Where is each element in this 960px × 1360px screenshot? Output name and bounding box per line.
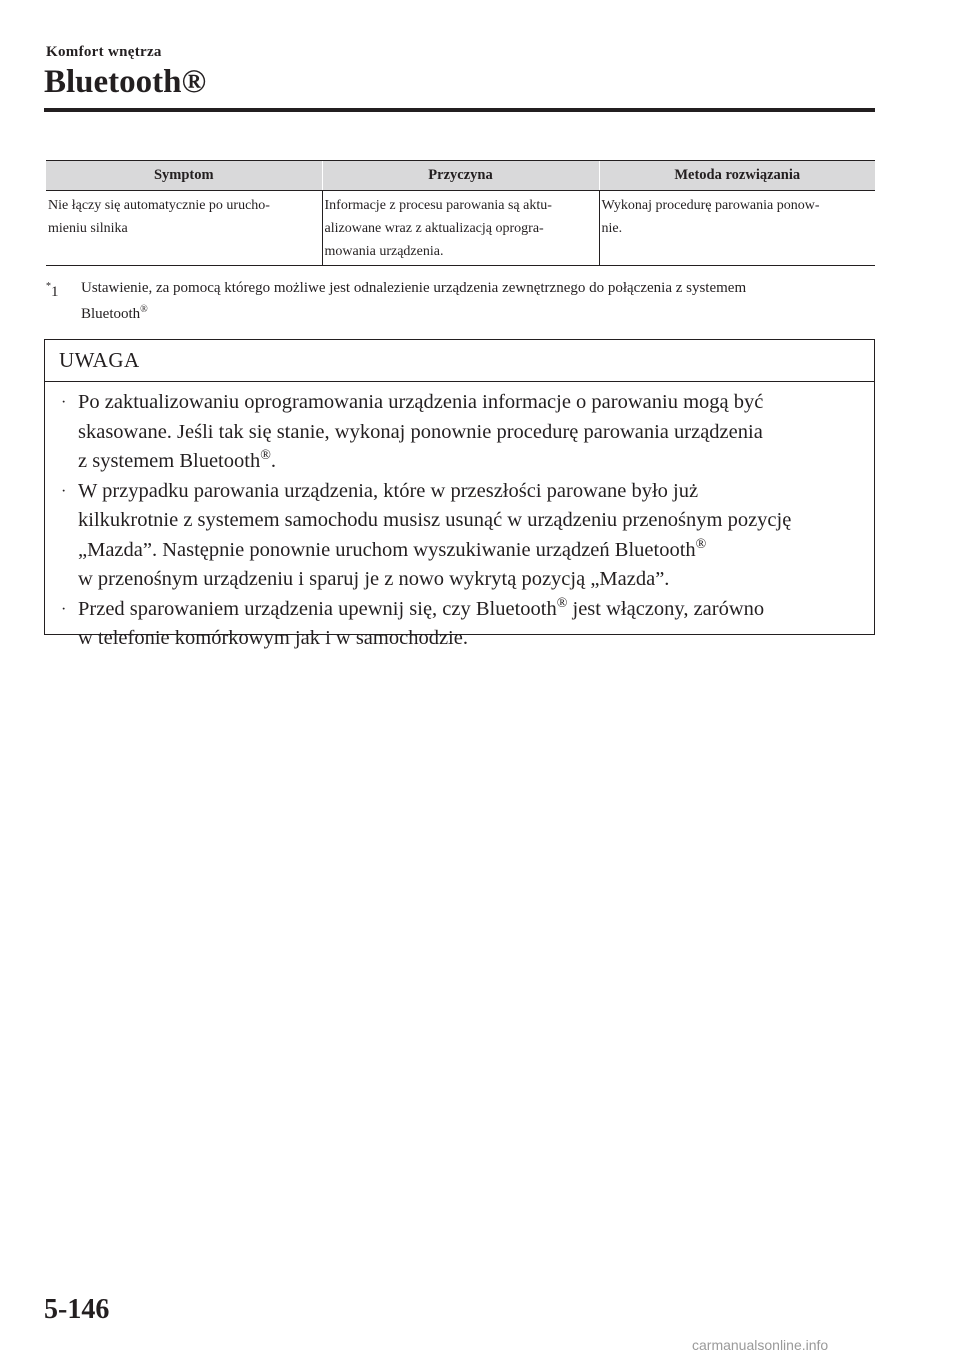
table-header-row xyxy=(46,161,875,191)
troubleshooting-table xyxy=(46,160,875,266)
footnote xyxy=(46,277,876,325)
note-box xyxy=(44,339,875,649)
bullet-icon: · xyxy=(61,482,67,500)
footnote-line: Bluetooth® xyxy=(81,304,148,322)
column-header-symptom: Symptom xyxy=(46,161,322,191)
table-row xyxy=(46,191,875,266)
cell-line: Informacje z procesu parowania są aktu- xyxy=(324,198,552,213)
registered-mark: ® xyxy=(260,448,271,464)
watermark: carmanualsonline.info xyxy=(692,1337,829,1353)
bullet-icon: · xyxy=(61,394,67,411)
cell-line: alizowane wraz z aktualizacją oprogra- xyxy=(324,221,544,236)
cell-line: Wykonaj procedurę parowania ponow- xyxy=(601,198,820,213)
cell-line: nie. xyxy=(601,221,623,236)
footnote-marker: *1 xyxy=(46,281,59,300)
page-number: 5-146 xyxy=(44,1294,110,1325)
cell-symptom xyxy=(46,191,322,266)
note-line: Po zaktualizowaniu oprogramowania urządzenia informacje o parowaniu mogą być xyxy=(78,391,764,413)
note-line: w telefonie komórkowym jak i w samochodzie. xyxy=(78,627,468,649)
note-line: z systemem Bluetooth®. xyxy=(78,448,276,472)
page-title: Bluetooth® xyxy=(44,64,207,100)
footnote-line: Ustawienie, za pomocą którego możliwe jest odnalezienie urządzenia zewnętrznego do połączenia z systemem xyxy=(81,280,747,296)
registered-mark: ® xyxy=(556,595,568,611)
cell-line: Nie łączy się automatycznie po urucho- xyxy=(48,198,270,213)
bullet-icon: · xyxy=(61,600,67,618)
note-line: kilkukrotnie z systemem samochodu musisz usunąć w urządzeniu przenośnym pozycję xyxy=(78,509,792,531)
footnote-text xyxy=(81,277,876,325)
note-line: Przed sparowaniem urządzenia upewnij się, czy Bluetooth® jest włączony, zarówno xyxy=(78,595,765,620)
cell-line: mieniu silnika xyxy=(48,221,128,236)
registered-mark: ® xyxy=(695,536,707,552)
cell-cause xyxy=(322,191,599,266)
note-line: „Mazda”. Następnie ponownie uruchom wyszukiwanie urządzeń Bluetooth® xyxy=(78,536,707,561)
cell-solution xyxy=(599,191,875,266)
title-divider xyxy=(44,108,875,112)
registered-mark: ® xyxy=(140,304,148,315)
note-line: skasowane. Jeśli tak się stanie, wykonaj ponownie procedurę parowania urządzenia xyxy=(78,420,763,443)
section-label: Komfort wnętrza xyxy=(46,44,162,60)
note-item xyxy=(61,388,866,477)
column-header-cause: Przyczyna xyxy=(322,161,599,191)
note-item xyxy=(61,477,866,595)
note-list xyxy=(45,382,874,654)
note-line: w przenośnym urządzeniu i sparuj je z nowo wykrytą pozycją „Mazda”. xyxy=(78,568,670,590)
column-header-solution: Metoda rozwiązania xyxy=(599,161,875,191)
cell-line: mowania urządzenia. xyxy=(324,244,444,259)
note-heading: UWAGA xyxy=(45,340,874,382)
note-item xyxy=(61,595,866,654)
note-line: W przypadku parowania urządzenia, które w przeszłości parowane było już xyxy=(78,479,699,502)
